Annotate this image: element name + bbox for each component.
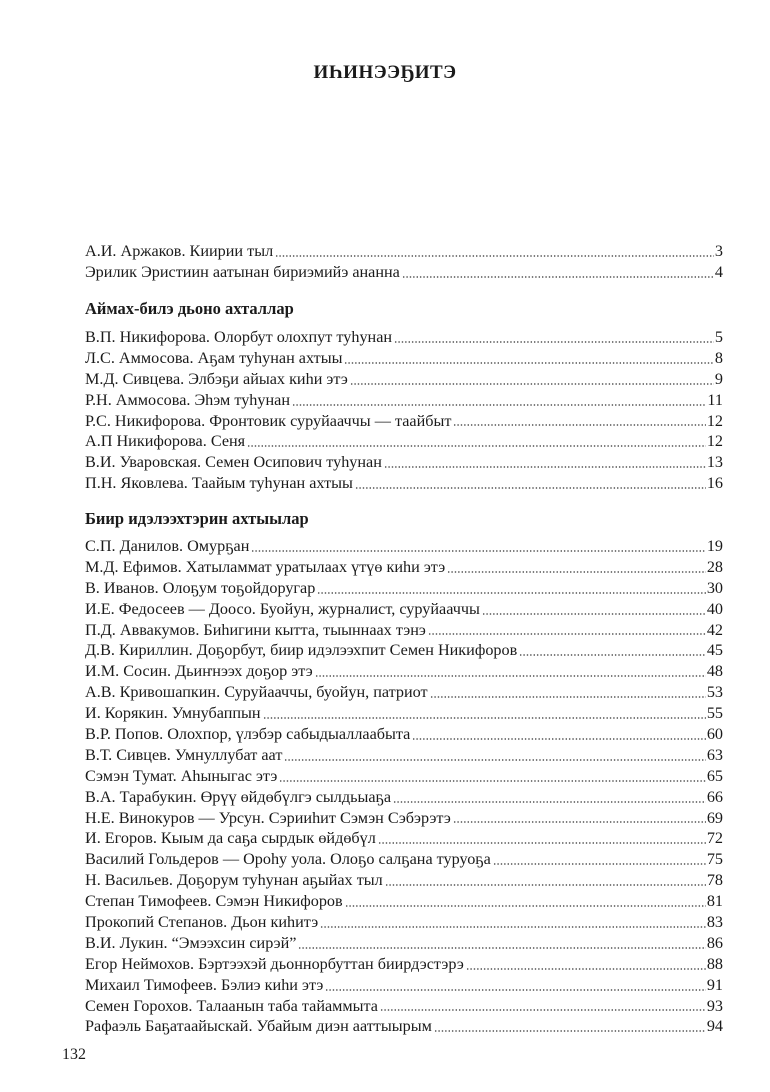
page-number: 132 [62, 1046, 86, 1063]
toc-entry [85, 849, 723, 870]
toc-entry-page: 16 [706, 474, 723, 493]
toc-entry-title: Прокопий Степанов. Дьон киһитэ [85, 913, 319, 932]
toc-entry-title: В.А. Тарабукин. Өрүү өйдөбүлгэ сылдьыаҕа [85, 787, 392, 806]
toc-entry [85, 828, 723, 849]
dot-leader [466, 954, 706, 975]
dot-leader [519, 640, 706, 661]
toc-entry [85, 766, 723, 787]
toc-entry-title: Сэмэн Тумат. Аһыныгас этэ [85, 766, 278, 785]
toc-entry-page: 69 [706, 808, 723, 827]
toc-entry [85, 745, 723, 766]
toc-entry-page: 30 [706, 578, 723, 597]
toc-entry-page: 91 [706, 975, 723, 994]
toc-entry-title: П.Н. Яковлева. Таайым туһунан ахтыы [85, 474, 353, 493]
toc-entry-title: М.Д. Ефимов. Хатыламмат уратылаах үтүө киһи этэ [85, 557, 446, 576]
toc-entry [85, 599, 723, 620]
toc-entry [85, 557, 723, 578]
dot-leader [315, 661, 706, 682]
dot-leader [482, 599, 706, 620]
toc-entry [85, 891, 723, 912]
toc-entry [85, 327, 723, 348]
toc-entry-page: 13 [706, 453, 723, 472]
toc-entry-page: 5 [714, 328, 723, 346]
toc-entry [85, 787, 723, 808]
toc-entry-title: Степан Тимофеев. Сэмэн Никифоров [85, 892, 343, 911]
dot-leader [284, 745, 705, 766]
toc-entry [85, 912, 723, 933]
toc-entry [85, 473, 723, 494]
toc-entry [85, 411, 723, 432]
toc-entry-page: 45 [706, 641, 723, 660]
dot-leader [434, 1016, 706, 1037]
toc-entry-page: 93 [706, 996, 723, 1015]
toc-entry-page: 66 [706, 787, 723, 806]
toc-entry-page: 63 [706, 745, 723, 764]
toc-entry-title: Н.Е. Винокуров — Урсун. Сэрииһит Сэмэн Сэбэрэтэ [85, 808, 451, 827]
toc-entry-page: 88 [706, 954, 723, 973]
toc-section-colleagues [85, 536, 723, 1037]
dot-leader [393, 787, 706, 808]
dot-leader [251, 536, 705, 557]
toc-entry-title: П.Д. Аввакумов. Биһигини кытта, тыыннаах тэнэ [85, 620, 426, 639]
toc-entry-title: Василий Гольдеров — Ороһу уола. Олоҕо салҕана туруоҕа [85, 850, 491, 869]
toc-entry-title: А.И. Аржаков. Киирии тыл [85, 242, 274, 260]
dot-leader [453, 411, 705, 432]
toc-entry-page: 19 [706, 537, 723, 555]
toc-entry-page: 12 [706, 411, 723, 430]
dot-leader [428, 620, 706, 641]
toc-entry [85, 262, 723, 283]
dot-leader [275, 241, 714, 262]
dot-leader [317, 578, 705, 599]
toc-entry [85, 348, 723, 369]
toc-entry-title: И. Егоров. Кыым да саҕа сырдык өйдөбүл [85, 829, 376, 848]
toc-entry-title: В.П. Никифорова. Олорбут олохпут туһунан [85, 328, 393, 346]
dot-leader [493, 849, 706, 870]
dot-leader [292, 390, 706, 411]
toc-entry-title: Н. Васильев. Доҕорум туһунан аҕыйах тыл [85, 871, 383, 890]
toc-entry-page: 42 [706, 620, 723, 639]
toc-entry [85, 808, 723, 829]
dot-leader [279, 766, 705, 787]
toc-entry-page: 53 [706, 683, 723, 702]
toc-entry-title: Д.В. Кириллин. Доҕорбут, биир идэлээхпит Семен Никифоров [85, 641, 518, 660]
page-title: ИҺИНЭЭҔИТЭ [313, 62, 457, 83]
dot-leader [344, 348, 713, 369]
toc-entry-title: В.И. Лукин. “Эмээхсин сирэй” [85, 933, 297, 952]
toc-entry [85, 1016, 723, 1037]
dot-leader [453, 808, 706, 829]
toc-entry-page: 60 [706, 725, 723, 744]
toc-entry-page: 55 [706, 704, 723, 723]
toc-entry [85, 578, 723, 599]
toc-entry-title: А.П Никифорова. Сеня [85, 432, 246, 451]
section-heading-colleagues: Биир идэлээхтэрин ахтыылар [85, 509, 309, 528]
toc-entry [85, 431, 723, 452]
toc-entry-title: Рафаэль Баҕатаайыскай. Убайым диэн ааттыырым [85, 1017, 432, 1036]
toc-entry [85, 390, 723, 411]
toc-entry-page: 12 [706, 432, 723, 451]
toc-entry-title: Эрилик Эристиин аатынан бириэмийэ ананна [85, 262, 400, 281]
dot-leader [350, 369, 714, 390]
toc-section-family [85, 327, 723, 494]
toc-entry [85, 703, 723, 724]
dot-leader [394, 327, 714, 348]
toc-entry-page: 48 [706, 662, 723, 681]
section-heading-family: Аймах-билэ дьоно ахталлар [85, 299, 294, 318]
dot-leader [263, 703, 706, 724]
toc-entry-page: 86 [706, 933, 723, 952]
toc-entry-title: Р.С. Никифорова. Фронтовик суруйааччы — таайбыт [85, 411, 452, 430]
dot-leader [412, 724, 705, 745]
toc-entry-page: 9 [714, 369, 723, 388]
toc-entry-title: В.И. Уваровская. Семен Осипович туһунан [85, 453, 382, 472]
dot-leader [298, 933, 705, 954]
toc-entry [85, 975, 723, 996]
toc-entry [85, 452, 723, 473]
toc-entry-page: 75 [706, 850, 723, 869]
dot-leader [385, 870, 706, 891]
toc-entry [85, 241, 723, 262]
dot-leader [447, 557, 706, 578]
toc-entry-title: И.Е. Федосеев — Доосо. Буойун, журналист, суруйааччы [85, 599, 480, 618]
toc-entry [85, 682, 723, 703]
toc-entry-title: Л.С. Аммосова. Аҕам туһунан ахтыы [85, 348, 343, 367]
dot-leader [325, 975, 705, 996]
toc-entry-page: 83 [706, 913, 723, 932]
dot-leader [380, 996, 706, 1017]
toc-entry-title: М.Д. Сивцева. Элбэҕи айыах киһи этэ [85, 369, 348, 388]
toc-entry-title: С.П. Данилов. Омурҕан [85, 537, 250, 555]
toc-entry [85, 369, 723, 390]
toc-entry [85, 640, 723, 661]
dot-leader [345, 891, 706, 912]
toc-entry-page: 65 [706, 766, 723, 785]
dot-leader [402, 262, 714, 283]
toc-entry [85, 933, 723, 954]
toc-entry-title: В.Т. Сивцев. Умнуллубат аат [85, 745, 283, 764]
toc-entry-page: 72 [706, 829, 723, 848]
dot-leader [430, 682, 706, 703]
toc-entry-title: В. Иванов. Олоҕум тоҕойдоругар [85, 578, 316, 597]
toc-entry [85, 536, 723, 557]
toc-entry [85, 661, 723, 682]
toc-entry-page: 3 [714, 242, 723, 260]
toc-entry [85, 954, 723, 975]
toc-entry-page: 40 [706, 599, 723, 618]
toc-entry-page: 94 [706, 1017, 723, 1036]
toc-entry-title: И. Корякин. Умнубаппын [85, 704, 261, 723]
dot-leader [384, 452, 706, 473]
toc-entry-title: Егор Неймохов. Бэртээхэй дьоннорбуттан биирдэстэрэ [85, 954, 464, 973]
toc-entry [85, 870, 723, 891]
toc-entry-title: Р.Н. Аммосова. Эһэм туһунан [85, 390, 290, 409]
toc-entry-title: А.В. Кривошапкин. Суруйааччы, буойун, патриот [85, 683, 428, 702]
toc-entry-title: И.М. Сосин. Дьиҥнээх доҕор этэ [85, 662, 313, 681]
toc-entry-page: 11 [707, 390, 723, 409]
dot-leader [247, 431, 706, 452]
dot-leader [378, 828, 706, 849]
toc-entry-title: В.Р. Попов. Олохпор, үлэбэр сабыдыаллаабыта [85, 725, 411, 744]
toc-intro [85, 241, 723, 283]
toc-entry-page: 8 [714, 348, 723, 367]
toc-entry [85, 620, 723, 641]
toc-entry [85, 996, 723, 1017]
toc-entry-page: 28 [706, 557, 723, 576]
toc-entry-title: Семен Горохов. Талаанын таба тайаммыта [85, 996, 378, 1015]
dot-leader [355, 473, 706, 494]
toc-entry-title: Михаил Тимофеев. Бэлиэ киһи этэ [85, 975, 324, 994]
toc-entry-page: 78 [706, 871, 723, 890]
toc-entry-page: 4 [714, 262, 723, 281]
toc-entry [85, 724, 723, 745]
dot-leader [320, 912, 706, 933]
toc-entry-page: 81 [706, 892, 723, 911]
